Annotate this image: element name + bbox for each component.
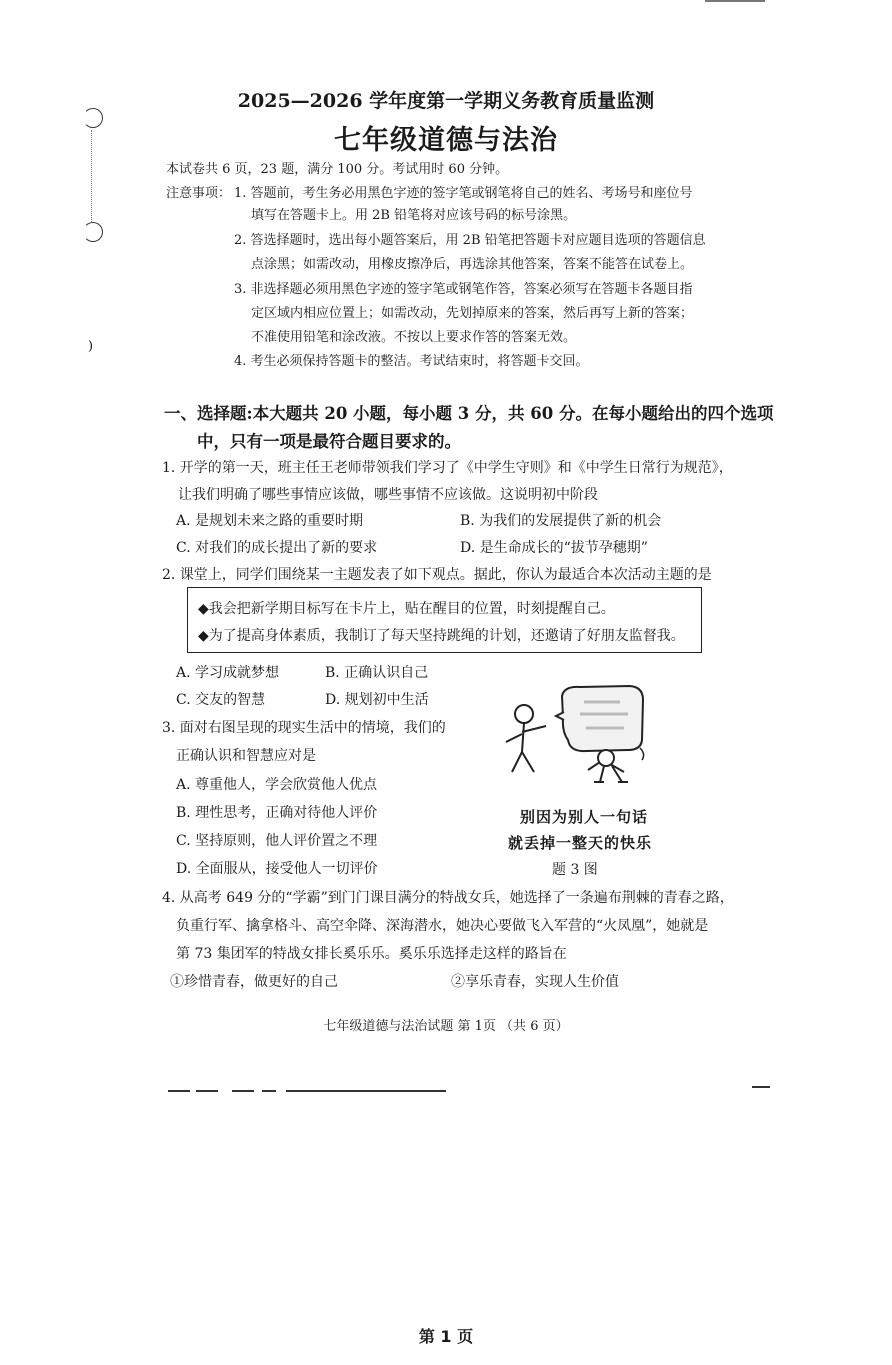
scan-artifact — [262, 1090, 276, 1092]
q4-stem: 负重行军、擒拿格斗、高空伞降、深海潜水，她决心要做飞入军营的“火凤凰”，她就是 — [176, 918, 709, 934]
q4-option-2: ②享乐青春，实现人生价值 — [451, 974, 619, 990]
notice-item: 点涂黑；如需改动，用橡皮擦净后，再选涂其他答案，答案不能答在试卷上。 — [251, 257, 694, 272]
q2-option-c: C. 交友的智慧 — [176, 692, 266, 708]
q1-option-d: D. 是生命成长的“拔节孕穗期” — [460, 540, 648, 556]
notice-item: 不准使用铅笔和涂改液。不按以上要求作答的答案无效。 — [251, 330, 577, 345]
scan-artifact — [286, 1090, 446, 1092]
q4-option-1: ①珍惜青春，做更好的自己 — [170, 974, 338, 990]
q3-cartoon-caption: 就丢掉一整天的快乐 — [508, 834, 653, 852]
q4-stem: 第 73 集团军的特战女排长奚乐乐。奚乐乐选择走这样的路旨在 — [176, 946, 567, 962]
q2-option-a: A. 学习成就梦想 — [176, 665, 280, 681]
scan-artifact — [752, 1086, 770, 1088]
notice-item: 定区域内相应位置上；如需改动，先划掉原来的答案，然后再写上新的答案； — [251, 306, 694, 321]
q3-option-a: A. 尊重他人，学会欣赏他人优点 — [176, 777, 378, 793]
subject-title: 七年级道德与法治 — [334, 125, 558, 156]
q2-option-b: B. 正确认识自己 — [325, 665, 429, 681]
q3-cartoon-caption: 别因为别人一句话 — [520, 808, 649, 826]
q3-stem: 3. 面对右图呈现的现实生活中的情境，我们的 — [162, 720, 446, 736]
notice-item: 1. 答题前，考生务必用黑色字迹的签字笔或钢笔将自己的姓名、考场号和座位号 — [234, 186, 693, 201]
section-heading: 一、选择题:本大题共 20 小题，每小题 3 分，共 60 分。在每小题给出的四个选项 — [164, 404, 774, 423]
q3-figure-label: 题 3 图 — [552, 862, 598, 878]
q2-stem: 2. 课堂上，同学们围绕某一主题发表了如下观点。据此，你认为最适合本次活动主题的是 — [162, 567, 712, 583]
exam-intro: 本试卷共 6 页，23 题，满分 100 分。考试用时 60 分钟。 — [166, 162, 509, 177]
notice-item: 填写在答题卡上。用 2B 铅笔将对应该号码的标号涂黑。 — [251, 208, 577, 223]
scan-artifact — [196, 1090, 218, 1092]
scan-artifact — [168, 1090, 190, 1092]
q1-stem: 让我们明确了哪些事情应该做，哪些事情不应该做。这说明初中阶段 — [178, 487, 598, 503]
exam-title: 2025—2026 学年度第一学期义务教育质量监测 — [237, 90, 655, 112]
q3-option-d: D. 全面服从，接受他人一切评价 — [176, 861, 378, 877]
q2-quote-line: ◆为了提高身体素质，我制订了每天坚持跳绳的计划，还邀请了好朋友监督我。 — [198, 628, 685, 644]
notice-item: 3. 非选择题必须用黑色字迹的签字笔或钢笔作答，答案必须写在答题卡各题目指 — [234, 282, 693, 297]
page-number-label: 第 1 页 — [418, 1327, 474, 1346]
scan-artifact — [232, 1090, 254, 1092]
notice-item: 4. 考生必须保持答题卡的整洁。考试结束时，将答题卡交回。 — [234, 354, 589, 369]
q2-option-d: D. 规划初中生活 — [325, 692, 429, 708]
q3-option-c: C. 坚持原则，他人评价置之不理 — [176, 833, 378, 849]
q1-stem: 1. 开学的第一天，班主任王老师带领我们学习了《中学生守则》和《中学生日常行为规范》， — [162, 460, 733, 476]
section-heading-cont: 中，只有一项是最符合题目要求的。 — [197, 432, 461, 451]
binding-hole-mark — [83, 222, 103, 242]
page-footer: 七年级道德与法治试题 第 1页 （共 6 页） — [323, 1019, 569, 1034]
q3-stem: 正确认识和智慧应对是 — [176, 748, 316, 764]
q3-cartoon-illustration — [500, 682, 660, 790]
q3-option-b: B. 理性思考，正确对待他人评价 — [176, 805, 378, 821]
q1-option-b: B. 为我们的发展提供了新的机会 — [460, 513, 662, 529]
q1-option-c: C. 对我们的成长提出了新的要求 — [176, 540, 378, 556]
binding-mark: ) — [88, 339, 94, 354]
q4-stem: 4. 从高考 649 分的“学霸”到门门课目满分的特战女兵，她选择了一条遍布荆棘的青春之路， — [162, 890, 734, 906]
scan-artifact — [705, 0, 765, 2]
q2-quote-line: ◆我会把新学期目标写在卡片上，贴在醒目的位置，时刻提醒自己。 — [198, 601, 615, 617]
notice-label: 注意事项： — [166, 186, 232, 201]
q1-option-a: A. 是规划未来之路的重要时期 — [176, 513, 364, 529]
notice-item: 2. 答选择题时，选出每小题答案后，用 2B 铅笔把答题卡对应题目选项的答题信息 — [234, 233, 706, 248]
